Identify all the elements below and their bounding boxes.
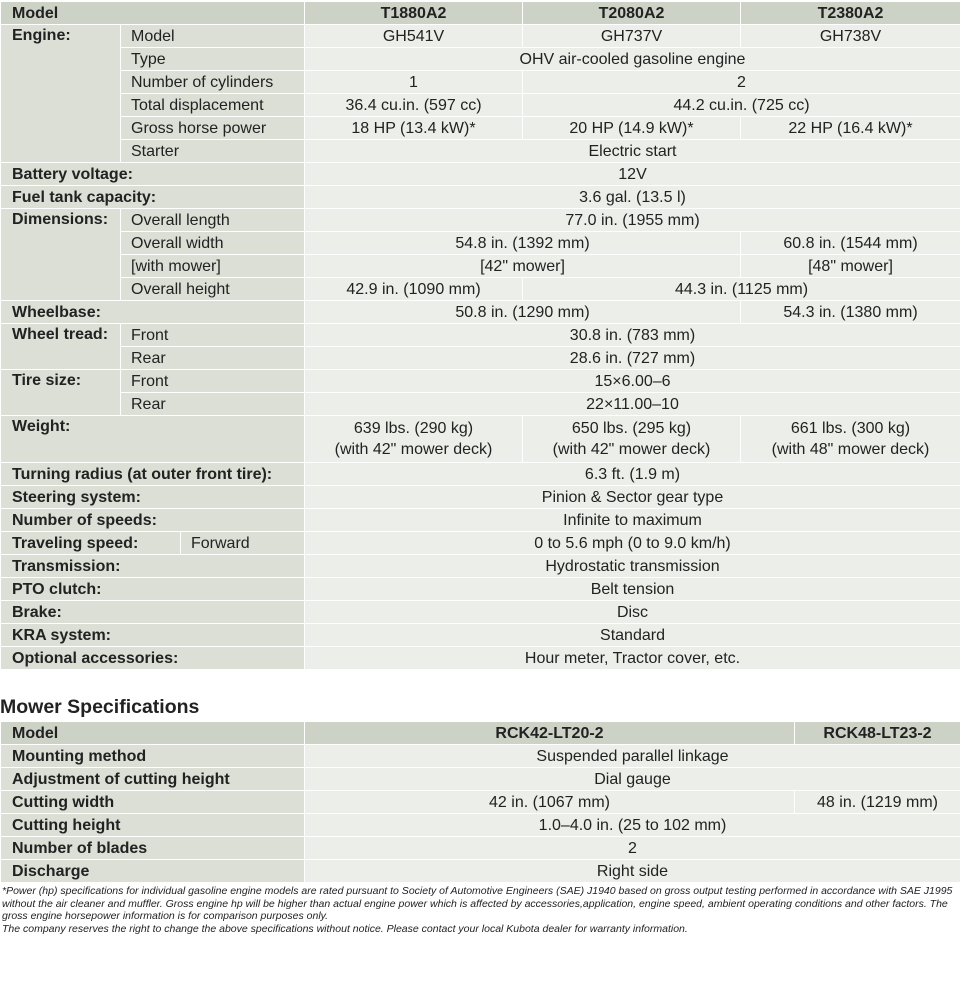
horsepower-label: Gross horse power	[121, 117, 305, 140]
width-label: Overall width	[121, 232, 305, 255]
engine-model-value: GH737V	[523, 25, 741, 48]
wheelbase-value: 50.8 in. (1290 mm)	[305, 301, 741, 324]
engine-model-label: Model	[121, 25, 305, 48]
steering-value: Pinion & Sector gear type	[305, 486, 960, 509]
cylinders-value: 2	[523, 71, 960, 94]
displacement-value: 36.4 cu.in. (597 cc)	[305, 94, 523, 117]
tire-front-label: Front	[121, 370, 305, 393]
cutting-height-label: Cutting height	[1, 814, 305, 837]
brake-value: Disc	[305, 601, 960, 624]
model-header-t1880a2: T1880A2	[305, 2, 523, 25]
speeds-label: Number of speeds:	[1, 509, 305, 532]
mower-header-row	[1, 722, 960, 745]
spec-header-row	[1, 2, 960, 25]
mower-model-header: RCK42-LT20-2	[305, 722, 795, 745]
steering-label: Steering system:	[1, 486, 305, 509]
cylinders-label: Number of cylinders	[121, 71, 305, 94]
horsepower-value: 18 HP (13.4 kW)*	[305, 117, 523, 140]
kra-label: KRA system:	[1, 624, 305, 647]
travel-forward-label: Forward	[181, 532, 305, 555]
fuel-label: Fuel tank capacity:	[1, 186, 305, 209]
blades-value: 2	[305, 837, 960, 860]
turning-label: Turning radius (at outer front tire):	[1, 463, 305, 486]
travel-label: Traveling speed:	[1, 532, 181, 555]
weight-label: Weight:	[1, 416, 305, 463]
mower-model-header: RCK48-LT23-2	[795, 722, 960, 745]
engine-model-value: GH738V	[741, 25, 960, 48]
height-label: Overall height	[121, 278, 305, 301]
weight-line: 650 lbs. (295 kg)	[523, 418, 740, 439]
pto-label: PTO clutch:	[1, 578, 305, 601]
weight-line: (with 42" mower deck)	[305, 439, 522, 460]
mounting-label: Mounting method	[1, 745, 305, 768]
battery-value: 12V	[305, 163, 960, 186]
horsepower-value: 20 HP (14.9 kW)*	[523, 117, 741, 140]
weight-line: 661 lbs. (300 kg)	[741, 418, 960, 439]
model-header-t2080a2: T2080A2	[523, 2, 741, 25]
travel-value: 0 to 5.6 mph (0 to 9.0 km/h)	[305, 532, 960, 555]
width-sub-label: [with mower]	[121, 255, 305, 278]
model-header-label: Model	[1, 2, 305, 25]
weight-line: (with 42" mower deck)	[523, 439, 740, 460]
mower-model-label: Model	[1, 722, 305, 745]
weight-value	[523, 416, 741, 463]
tread-front-label: Front	[121, 324, 305, 347]
pto-value: Belt tension	[305, 578, 960, 601]
dimensions-label: Dimensions:	[1, 209, 121, 301]
width-value: 54.8 in. (1392 mm)	[305, 232, 741, 255]
fuel-value: 3.6 gal. (13.5 l)	[305, 186, 960, 209]
displacement-value: 44.2 cu.in. (725 cc)	[523, 94, 960, 117]
weight-value	[741, 416, 960, 463]
height-value: 44.3 in. (1125 mm)	[523, 278, 960, 301]
weight-value	[305, 416, 523, 463]
accessories-value: Hour meter, Tractor cover, etc.	[305, 647, 960, 670]
brake-label: Brake:	[1, 601, 305, 624]
tractor-spec-table	[0, 1, 960, 670]
cutting-width-value: 48 in. (1219 mm)	[795, 791, 960, 814]
footnote-rights-notice: The company reserves the right to change the above specifications without notice. Please contact your local Kubota dealer for warranty information.	[2, 923, 960, 936]
length-value: 77.0 in. (1955 mm)	[305, 209, 960, 232]
accessories-label: Optional accessories:	[1, 647, 305, 670]
wheelbase-value: 54.3 in. (1380 mm)	[741, 301, 960, 324]
weight-line: 639 lbs. (290 kg)	[305, 418, 522, 439]
starter-value: Electric start	[305, 140, 960, 163]
starter-label: Starter	[121, 140, 305, 163]
cutting-width-label: Cutting width	[1, 791, 305, 814]
tread-label: Wheel tread:	[1, 324, 121, 370]
discharge-value: Right side	[305, 860, 960, 883]
turning-value: 6.3 ft. (1.9 m)	[305, 463, 960, 486]
horsepower-value: 22 HP (16.4 kW)*	[741, 117, 960, 140]
mounting-value: Suspended parallel linkage	[305, 745, 960, 768]
tread-rear-label: Rear	[121, 347, 305, 370]
engine-label: Engine:	[1, 25, 121, 163]
cutting-width-value: 42 in. (1067 mm)	[305, 791, 795, 814]
engine-type-label: Type	[121, 48, 305, 71]
width-value: 60.8 in. (1544 mm)	[741, 232, 960, 255]
tread-rear-value: 28.6 in. (727 mm)	[305, 347, 960, 370]
engine-model-value: GH541V	[305, 25, 523, 48]
engine-type-value: OHV air-cooled gasoline engine	[305, 48, 960, 71]
battery-label: Battery voltage:	[1, 163, 305, 186]
mower-section-title: Mower Specifications	[0, 695, 960, 719]
tread-front-value: 30.8 in. (783 mm)	[305, 324, 960, 347]
displacement-label: Total displacement	[121, 94, 305, 117]
footnote-power-disclaimer: *Power (hp) specifications for individual gasoline engine models are rated pursuant to Society of Automotive Engineers (SAE) J1940 based on gross output testing performed in accordance with SAE J1995 without the air cleaner and muffler. Gross engine hp will be higher than actual engine power which is affected by accessories,application, engine speed, ambient operating conditions and other factors. The gross engine horsepower information is for comparison purposes only.	[2, 885, 960, 923]
blades-label: Number of blades	[1, 837, 305, 860]
tire-rear-label: Rear	[121, 393, 305, 416]
mower-spec-table	[0, 721, 960, 883]
height-value: 42.9 in. (1090 mm)	[305, 278, 523, 301]
transmission-value: Hydrostatic transmission	[305, 555, 960, 578]
weight-line: (with 48" mower deck)	[741, 439, 960, 460]
adjust-label: Adjustment of cutting height	[1, 768, 305, 791]
wheelbase-label: Wheelbase:	[1, 301, 305, 324]
cutting-height-value: 1.0–4.0 in. (25 to 102 mm)	[305, 814, 960, 837]
transmission-label: Transmission:	[1, 555, 305, 578]
cylinders-value: 1	[305, 71, 523, 94]
speeds-value: Infinite to maximum	[305, 509, 960, 532]
tire-front-value: 15×6.00–6	[305, 370, 960, 393]
discharge-label: Discharge	[1, 860, 305, 883]
model-header-t2380a2: T2380A2	[741, 2, 960, 25]
mower-size-value: [42" mower]	[305, 255, 741, 278]
adjust-value: Dial gauge	[305, 768, 960, 791]
kra-value: Standard	[305, 624, 960, 647]
footnote	[0, 885, 960, 935]
tire-rear-value: 22×11.00–10	[305, 393, 960, 416]
mower-size-value: [48" mower]	[741, 255, 960, 278]
length-label: Overall length	[121, 209, 305, 232]
tire-label: Tire size:	[1, 370, 121, 416]
